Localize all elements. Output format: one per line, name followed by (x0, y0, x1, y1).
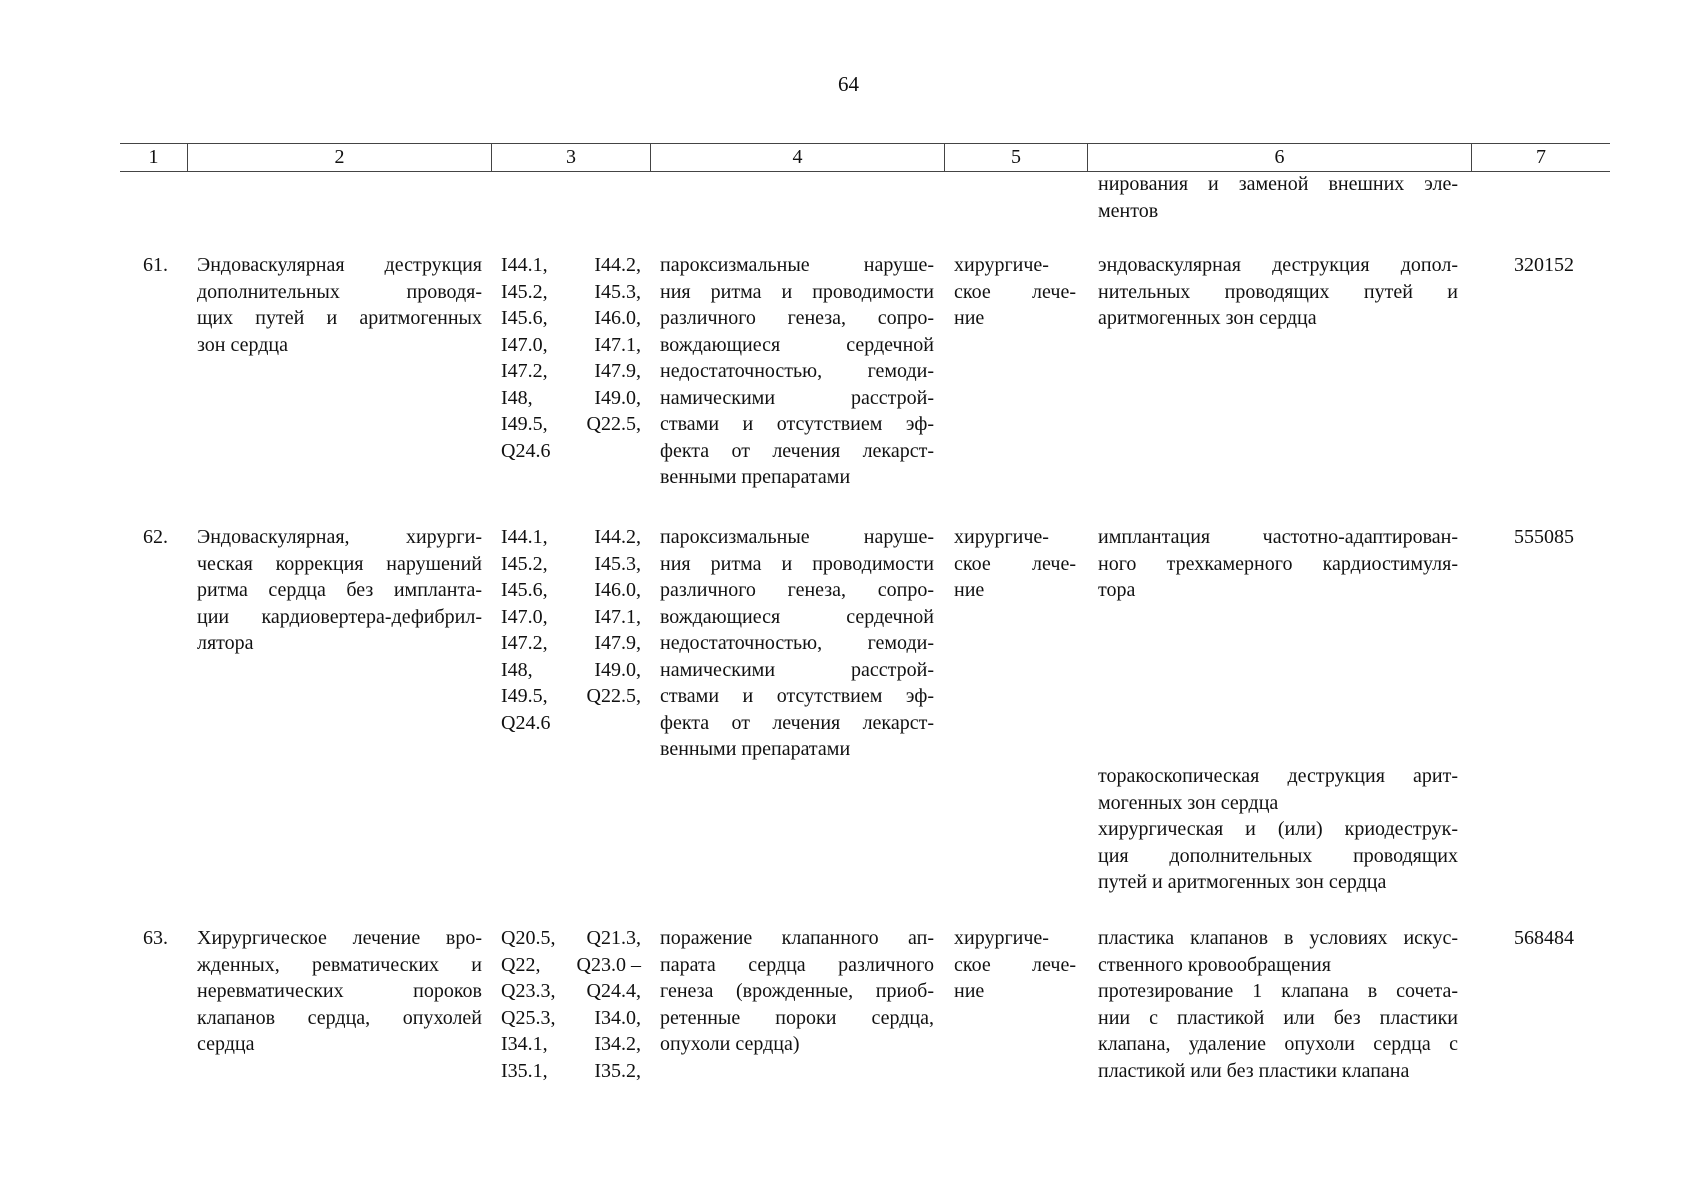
name-line: лятора (197, 632, 254, 654)
name-line: ритма сердца без импланта- (197, 579, 482, 601)
condition-line: ния ритма и проводимости (660, 552, 934, 575)
code: I46.0, (594, 307, 641, 329)
condition-line: фекта от лечения лекарст- (660, 711, 934, 734)
type-line: хирургиче- (954, 526, 1049, 548)
code: I44.1, (501, 254, 548, 276)
method-line: могенных зон сердца (1098, 791, 1279, 814)
row-price: 568484 (1514, 927, 1574, 949)
name-line: Хирургическое лечение вро- (197, 927, 482, 949)
row-codes (501, 925, 641, 1084)
row-method (1098, 524, 1458, 604)
code: I45.2, (501, 552, 548, 575)
code: I47.1, (594, 333, 641, 356)
code: I47.2, (501, 360, 548, 382)
header-col-5: 5 (944, 144, 1087, 171)
code: I47.2, (501, 632, 548, 654)
name-line: Эндоваскулярная, хирурги- (197, 526, 482, 548)
continuation-line: ментов (1098, 199, 1159, 222)
code: I34.2, (594, 1033, 641, 1055)
code: I48, (501, 658, 533, 681)
condition-line: различного генеза, сопро- (660, 579, 934, 601)
condition-line: намическими расстрой- (660, 386, 934, 409)
code: Q22, (501, 953, 541, 976)
condition-line: ретенные пороки сердца, (660, 1006, 934, 1029)
name-line: зон сердца (197, 333, 288, 356)
header-col-3: 3 (491, 144, 650, 171)
row-number: 63. (143, 927, 168, 949)
name-line: дополнительных проводя- (197, 280, 482, 303)
condition-line: вождающиеся сердечной (660, 333, 934, 356)
row-name (197, 925, 482, 1058)
name-line: сердца (197, 1033, 255, 1055)
type-line: хирургиче- (954, 927, 1049, 949)
row-name (197, 252, 482, 358)
condition-line: различного генеза, сопро- (660, 307, 934, 329)
row-number: 61. (143, 254, 168, 276)
method-line: протезирование 1 клапана в сочета- (1098, 980, 1458, 1002)
name-line: ции кардиовертера-дефибрил- (197, 605, 482, 628)
type-line: ское лече- (954, 280, 1076, 303)
page-number: 64 (838, 72, 859, 96)
code: I47.0, (501, 605, 548, 628)
method-line: тора (1098, 579, 1136, 601)
row-condition (660, 524, 934, 763)
code: I44.1, (501, 526, 548, 548)
condition-line: вождающиеся сердечной (660, 605, 934, 628)
type-line: ние (954, 579, 985, 601)
condition-line: генеза (врожденные, приоб- (660, 980, 934, 1002)
method-line: эндоваскулярная деструкция допол- (1098, 254, 1458, 276)
method-line: нительных проводящих путей и (1098, 280, 1458, 303)
header-col-7: 7 (1471, 144, 1610, 171)
method-line: клапана, удаление опухоли сердца с (1098, 1033, 1458, 1055)
condition-line: намическими расстрой- (660, 658, 934, 681)
code: I34.0, (594, 1006, 641, 1029)
condition-line: опухоли сердца) (660, 1033, 800, 1055)
name-line: клапанов сердца, опухолей (197, 1006, 482, 1029)
name-line: щих путей и аритмогенных (197, 307, 482, 329)
row-codes (501, 524, 641, 736)
code: Q23.0 – (576, 953, 641, 976)
type-line: ние (954, 307, 985, 329)
method-line: ция дополнительных проводящих (1098, 844, 1458, 867)
name-line: ческая коррекция нарушений (197, 552, 482, 575)
row-number: 62. (143, 526, 168, 548)
condition-line: недостаточностью, гемоди- (660, 632, 934, 654)
code: Q22.5, (586, 685, 641, 707)
row-method (1098, 252, 1458, 332)
code: I35.1, (501, 1059, 548, 1082)
header-col-6: 6 (1087, 144, 1471, 171)
row-price: 320152 (1514, 254, 1574, 276)
code: I34.1, (501, 1033, 548, 1055)
condition-line: венными препаратами (660, 466, 851, 488)
row-condition (660, 252, 934, 491)
row-codes (501, 252, 641, 464)
method-line: путей и аритмогенных зон сердца (1098, 871, 1387, 893)
method-line: имплантация частотно-адаптирован- (1098, 526, 1458, 548)
method-line: ного трехкамерного кардиостимуля- (1098, 552, 1458, 575)
code: Q22.5, (586, 413, 641, 435)
header-col-2: 2 (187, 144, 491, 171)
method-line: пластикой или без пластики клапана (1098, 1059, 1410, 1082)
code: I44.2, (594, 254, 641, 276)
code: I45.3, (594, 280, 641, 303)
code: I47.1, (594, 605, 641, 628)
code: I45.6, (501, 579, 548, 601)
code: I45.3, (594, 552, 641, 575)
code: Q24.6 (501, 439, 551, 462)
code: I49.5, (501, 685, 548, 707)
continuation-line: нирования и заменой внешних эле- (1098, 173, 1458, 195)
row-method-extra (1098, 763, 1458, 896)
code: Q24.4, (586, 980, 641, 1002)
method-line: нии с пластикой или без пластики (1098, 1006, 1458, 1029)
code: I45.2, (501, 280, 548, 303)
condition-line: пароксизмальные наруше- (660, 254, 934, 276)
condition-line: фекта от лечения лекарст- (660, 439, 934, 462)
row-name (197, 524, 482, 657)
row-type (954, 925, 1076, 1005)
code: Q24.6 (501, 711, 551, 734)
name-line: Эндоваскулярная деструкция (197, 254, 482, 276)
table-header (120, 143, 1610, 172)
method-line: ственного кровообращения (1098, 953, 1331, 976)
row-price: 555085 (1514, 526, 1574, 548)
code: I45.6, (501, 307, 548, 329)
type-line: ское лече- (954, 552, 1076, 575)
method-line: торакоскопическая деструкция арит- (1098, 765, 1458, 787)
method-line: пластика клапанов в условиях искус- (1098, 927, 1458, 949)
code: Q25.3, (501, 1006, 556, 1029)
code: I49.5, (501, 413, 548, 435)
condition-line: недостаточностью, гемоди- (660, 360, 934, 382)
condition-line: поражение клапанного ап- (660, 927, 934, 949)
name-line: жденных, ревматических и (197, 953, 482, 976)
code: I49.0, (594, 658, 641, 681)
row-type (954, 252, 1076, 332)
continuation-method (1098, 171, 1458, 224)
header-col-4: 4 (650, 144, 944, 171)
type-line: ское лече- (954, 953, 1076, 976)
row-type (954, 524, 1076, 604)
name-line: неревматических пороков (197, 980, 482, 1002)
code: I47.0, (501, 333, 548, 356)
header-col-1: 1 (148, 146, 159, 168)
code: I47.9, (594, 632, 641, 654)
condition-line: ствами и отсутствием эф- (660, 413, 934, 435)
row-condition (660, 925, 934, 1058)
row-method (1098, 925, 1458, 1084)
code: I47.9, (594, 360, 641, 382)
code: Q20.5, (501, 927, 556, 949)
condition-line: ствами и отсутствием эф- (660, 685, 934, 707)
condition-line: пароксизмальные наруше- (660, 526, 934, 548)
condition-line: венными препаратами (660, 738, 851, 760)
type-line: ние (954, 980, 985, 1002)
code: I35.2, (594, 1059, 641, 1082)
code: Q23.3, (501, 980, 556, 1002)
condition-line: ния ритма и проводимости (660, 280, 934, 303)
type-line: хирургиче- (954, 254, 1049, 276)
code: I46.0, (594, 579, 641, 601)
method-line: хирургическая и (или) криодеструк- (1098, 818, 1458, 840)
code: I44.2, (594, 526, 641, 548)
method-line: аритмогенных зон сердца (1098, 307, 1317, 329)
code: Q21.3, (586, 927, 641, 949)
code: I48, (501, 386, 533, 409)
condition-line: парата сердца различного (660, 953, 934, 976)
code: I49.0, (594, 386, 641, 409)
